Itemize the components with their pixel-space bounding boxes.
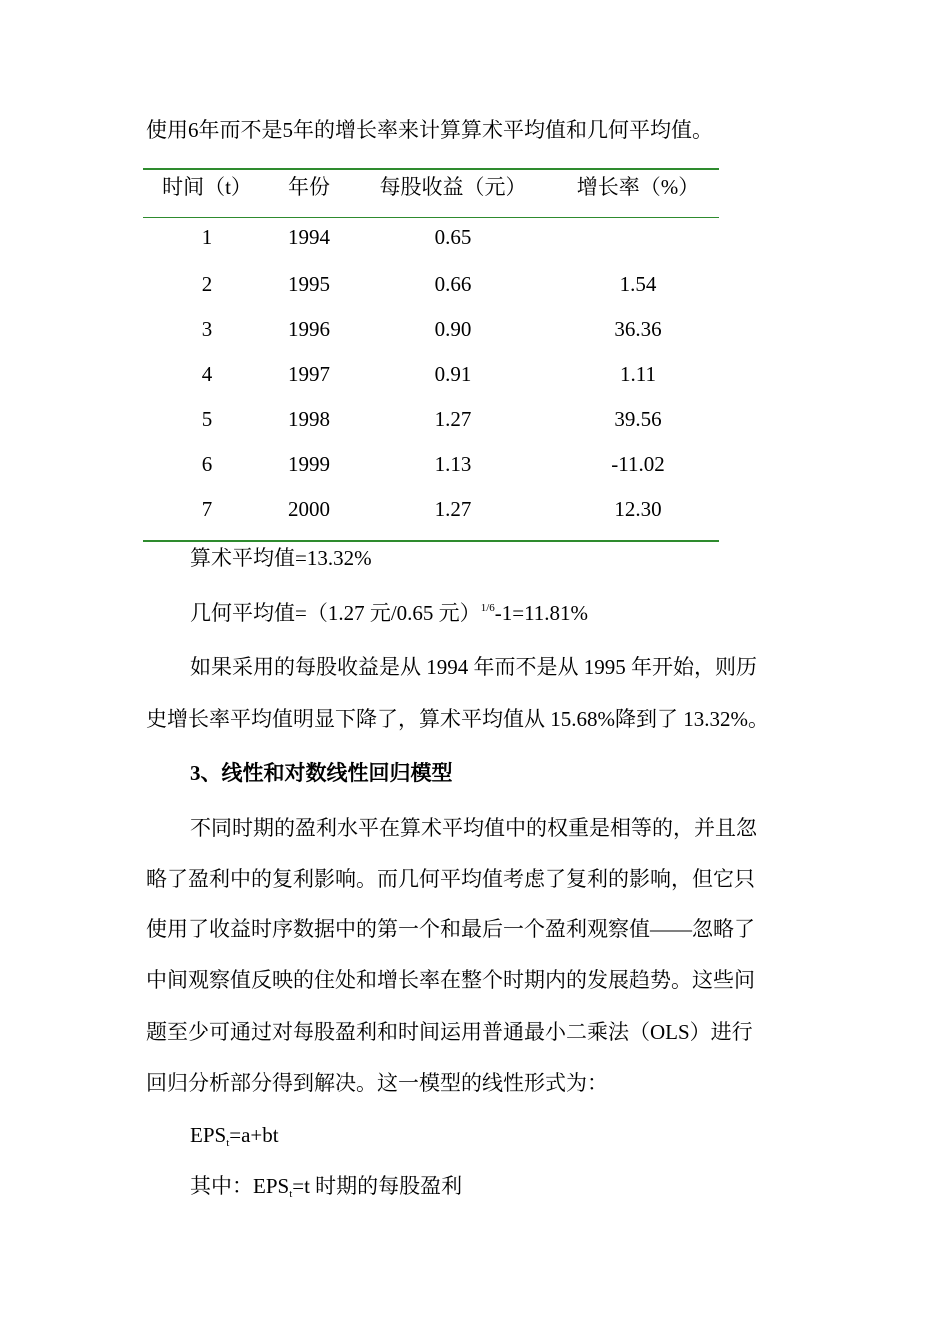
definition-subscript: t — [289, 1188, 293, 1200]
table-header-rule — [143, 217, 719, 218]
formula-line — [190, 1122, 854, 1148]
cell-year: 1998 — [288, 407, 330, 431]
paragraph-line: 如果采用的每股收益是从 1994 年而不是从 1995 年开始，则历 — [190, 655, 757, 679]
cell-growth: 1.11 — [620, 362, 656, 386]
header-time: 时间（t） — [162, 175, 252, 199]
header-eps: 每股收益（元） — [379, 175, 527, 199]
cell-year: 1997 — [288, 362, 330, 386]
definition-line — [190, 1173, 854, 1199]
geo-mean-text: 几何平均值=（1.27 元/0.65 元） — [190, 601, 481, 625]
paragraph-line: 使用了收益时序数据中的第一个和最后一个盈利观察值——忽略了 — [146, 917, 755, 941]
cell-growth: 36.36 — [614, 317, 662, 341]
paragraph-line: 略了盈利中的复利影响。而几何平均值考虑了复利的影响，但它只 — [146, 867, 755, 891]
cell-eps: 0.65 — [434, 225, 472, 249]
section-heading: 3、线性和对数线性回归模型 — [190, 761, 453, 785]
intro-text: 使用6年而不是5年的增长率来计算算术平均值和几何平均值。 — [146, 118, 713, 142]
cell-time: 2 — [201, 272, 213, 296]
geo-mean-result: -1=11.81% — [494, 601, 589, 625]
geo-mean-exponent: 1/6 — [480, 602, 495, 614]
geo-mean-line — [190, 600, 854, 626]
table-bottom-rule — [143, 540, 719, 542]
arith-mean-line: 算术平均值=13.32% — [190, 546, 372, 570]
definition-prefix: 其中：EPS — [190, 1174, 290, 1198]
formula-base: EPS — [190, 1123, 227, 1147]
cell-time: 3 — [201, 317, 213, 341]
paragraph-line: 不同时期的盈利水平在算术平均值中的权重是相等的，并且忽 — [190, 816, 757, 840]
cell-eps: 1.27 — [434, 497, 472, 521]
cell-growth: 12.30 — [614, 497, 662, 521]
cell-year: 1994 — [288, 225, 330, 249]
cell-eps: 0.66 — [434, 272, 472, 296]
cell-growth: -11.02 — [611, 452, 665, 476]
cell-year: 1995 — [288, 272, 330, 296]
header-year: 年份 — [288, 175, 330, 199]
cell-year: 1999 — [288, 452, 330, 476]
header-growth: 增长率（%） — [576, 175, 700, 199]
cell-growth: 1.54 — [619, 272, 657, 296]
cell-growth: 39.56 — [614, 407, 662, 431]
paragraph-line: 题至少可通过对每股盈利和时间运用普通最小二乘法（OLS）进行 — [146, 1020, 753, 1044]
cell-time: 4 — [201, 362, 213, 386]
cell-eps: 0.91 — [434, 362, 472, 386]
cell-eps: 1.13 — [434, 452, 472, 476]
formula-subscript: t — [226, 1137, 230, 1149]
cell-time: 1 — [201, 225, 213, 249]
cell-year: 1996 — [288, 317, 330, 341]
cell-time: 6 — [201, 452, 213, 476]
paragraph-line: 回归分析部分得到解决。这一模型的线性形式为： — [146, 1071, 608, 1095]
formula-rest: =a+bt — [229, 1123, 279, 1147]
cell-time: 7 — [201, 497, 213, 521]
table-top-rule — [143, 168, 719, 170]
cell-time: 5 — [201, 407, 213, 431]
cell-year: 2000 — [288, 497, 330, 521]
paragraph-line: 史增长率平均值明显下降了，算术平均值从 15.68%降到了 13.32%。 — [146, 707, 769, 731]
paragraph-line: 中间观察值反映的住处和增长率在整个时期内的发展趋势。这些问 — [146, 968, 755, 992]
cell-eps: 0.90 — [434, 317, 472, 341]
cell-eps: 1.27 — [434, 407, 472, 431]
definition-rest: =t 时期的每股盈利 — [292, 1174, 463, 1198]
